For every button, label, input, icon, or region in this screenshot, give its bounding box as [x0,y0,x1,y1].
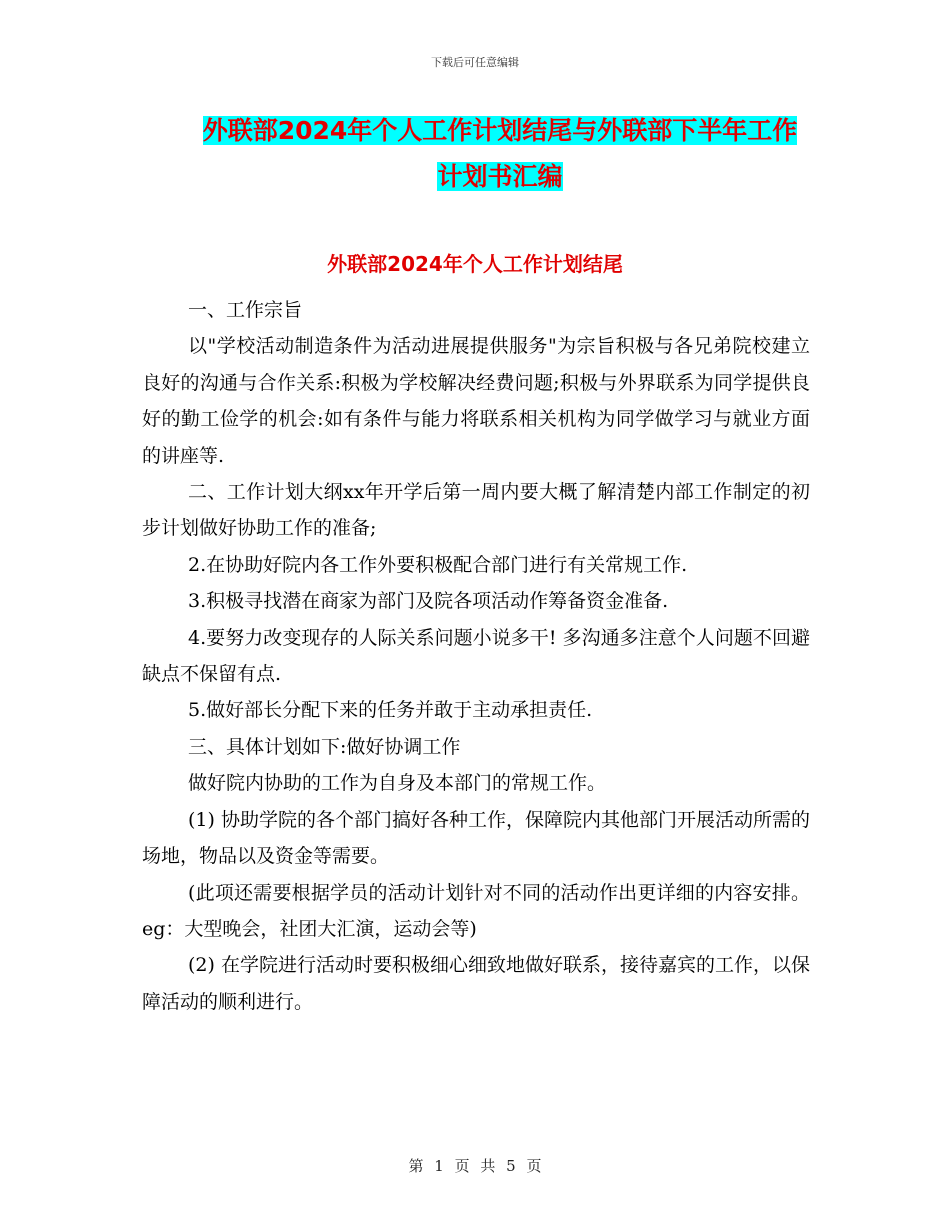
section-title: 外联部2024年个人工作计划结尾 [327,252,623,276]
paragraph: 4.要努力改变现存的人际关系问题小说多干! 多沟通多注意个人问题不回避缺点不保留有点. [142,626,810,686]
paragraph: 二、工作计划大纲xx年开学后第一周内要大概了解清楚内部工作制定的初步计划做好协助工作的准备; [142,481,810,540]
title-line-2: 计划书汇编 [437,162,563,191]
paragraph: (1) 协助学院的各个部门搞好各种工作，保障院内其他部门开展活动所需的场地，物品以及资金等需要。 [142,808,810,868]
paragraph: 5.做好部长分配下来的任务并敢于主动承担责任. [188,699,593,722]
paragraph: (2) 在学院进行活动时要积极细心细致地做好联系，接待嘉宾的工作，以保障活动的顺利进行。 [142,954,810,1013]
document-body [142,292,810,1020]
paragraph: 做好院内协助的工作为自身及本部门的常规工作。 [188,772,607,795]
paragraph: 以"学校活动制造条件为活动进展提供服务"为宗旨积极与各兄弟院校建立良好的沟通与合作关系:积极为学校解决经费问题;积极与外界联系为同学提供良好的勤工俭学的机会:如有条件与能力将联系相关机构为同学做学习与就业方面的讲座等. [142,335,810,467]
paragraph: 一、工作宗旨 [188,299,303,321]
paragraph: 2.在协助好院内各工作外要积极配合部门进行有关常规工作. [188,553,688,576]
title-line-1: 外联部2024年个人工作计划结尾与外联部下半年工作 [202,116,798,145]
paragraph: 3.积极寻找潜在商家为部门及院各项活动作筹备资金准备. [188,590,669,613]
page-footer: 第 1 页 共 5 页 [408,1157,542,1175]
paragraph: 三、具体计划如下:做好协调工作 [188,735,461,758]
document-title [150,108,850,200]
header-note: 下载后可任意编辑 [431,56,519,69]
paragraph: (此项还需要根据学员的活动计划针对不同的活动作出更详细的内容安排。eg：大型晚会，社团大汇演，运动会等) [142,881,810,940]
